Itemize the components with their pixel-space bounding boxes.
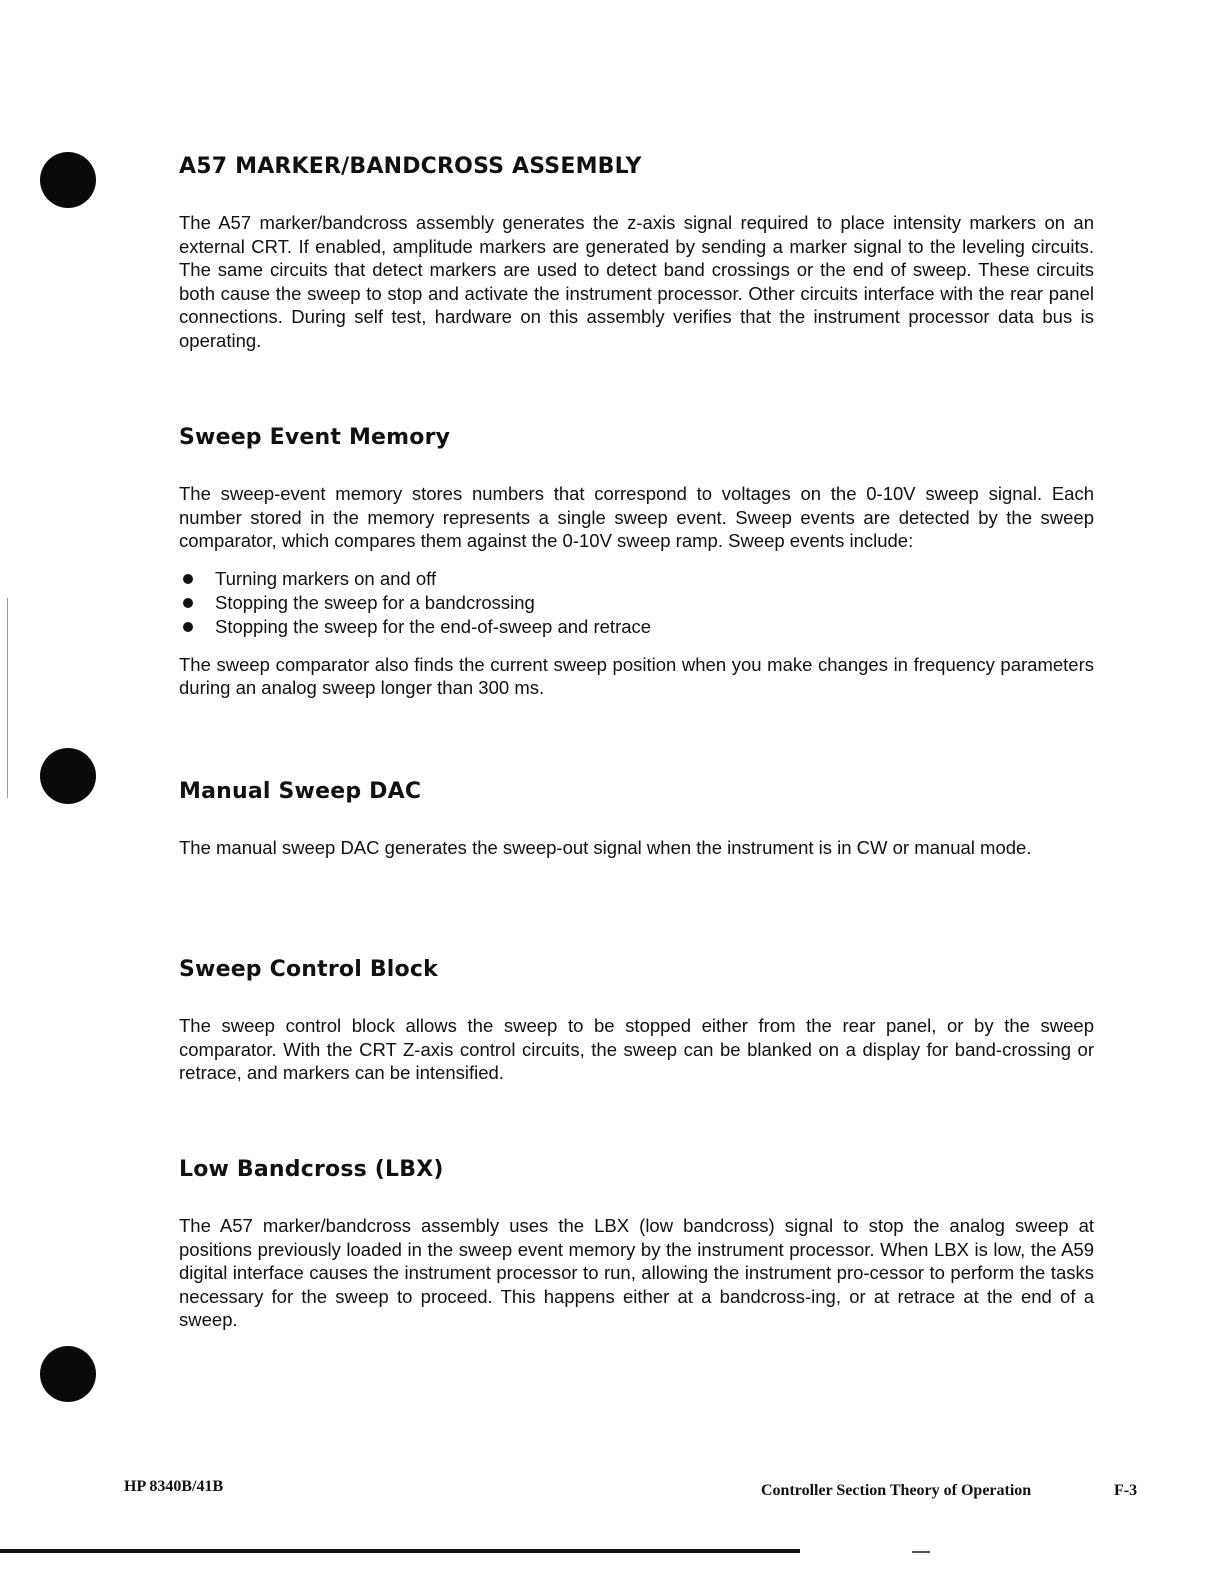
section-manual-sweep-dac <box>179 779 1094 860</box>
section-sweep-event-memory <box>179 425 1094 700</box>
list-item <box>179 567 1094 591</box>
punch-hole-top <box>40 152 96 208</box>
section-paragraph: The sweep comparator also finds the current sweep position when you make changes in frequency parameters during an analog sweep longer than 300 ms. <box>179 653 1094 698</box>
bullet-icon <box>183 622 193 632</box>
bullet-icon <box>183 574 193 584</box>
section-heading: Low Bandcross (LBX) <box>179 1157 444 1182</box>
section-a57-assembly <box>179 154 1094 352</box>
section-sweep-control-block <box>179 957 1094 1085</box>
list-item-text: Turning markers on and off <box>215 567 437 589</box>
section-heading: Manual Sweep DAC <box>179 779 422 804</box>
punch-hole-middle <box>40 748 96 804</box>
footer-page-number: F-3 <box>1114 1482 1138 1499</box>
section-heading: Sweep Event Memory <box>179 425 451 450</box>
section-low-bandcross <box>179 1157 1094 1332</box>
section-paragraph: The A57 marker/bandcross assembly uses the LBX (low bandcross) signal to stop the analog sweep at positions previously loaded in the sweep event memory by the instrument processor. When LBX is low, the A59 digital interface causes the instrument processor to run, allowing the instrument pro-cessor to perform the tasks necessary for the sweep to proceed. This happens either at a bandcross-ing, or at retrace at the end of a sweep. <box>179 1215 1094 1330</box>
bottom-tick-mark <box>912 1551 930 1553</box>
punch-hole-bottom <box>40 1346 96 1402</box>
section-paragraph: The sweep control block allows the sweep to be stopped either from the rear panel, or by the sweep comparator. With the CRT Z-axis control circuits, the sweep can be blanked on a display for band-crossing or retrace, and markers can be intensified. <box>179 1015 1094 1083</box>
scan-margin-line <box>7 598 8 798</box>
section-heading: Sweep Control Block <box>179 957 438 982</box>
section-paragraph: The manual sweep DAC generates the sweep-out signal when the instrument is in CW or manual mode. <box>179 837 1032 858</box>
footer-title: Controller Section Theory of Operation <box>761 1482 1032 1499</box>
section-paragraph: The A57 marker/bandcross assembly generates the z-axis signal required to place intensity markers on an external CRT. If enabled, amplitude markers are generated by sending a marker signal to the leveling circuits. The same circuits that detect markers are used to detect band crossings or the end of sweep. These circuits both cause the sweep to stop and activate the instrument processor. Other circuits interface with the rear panel connections. During self test, hardware on this assembly verifies that the instrument processor data bus is operating. <box>179 212 1094 351</box>
sweep-events-list <box>179 567 1094 639</box>
list-item-text: Stopping the sweep for the end-of-sweep and retrace <box>215 615 652 637</box>
section-paragraph: The sweep-event memory stores numbers that correspond to voltages on the 0-10V sweep signal. Each number stored in the memory represents a single sweep event. Sweep events are detected by the sweep comparator, which compares them against the 0-10V sweep ramp. Sweep events include: <box>179 483 1094 551</box>
bullet-icon <box>183 598 193 608</box>
footer-model: HP 8340B/41B <box>124 1478 224 1495</box>
list-item-text: Stopping the sweep for a bandcrossing <box>215 591 535 613</box>
list-item <box>179 615 1094 639</box>
list-item <box>179 591 1094 615</box>
bottom-rule <box>0 1549 800 1553</box>
section-heading: A57 MARKER/BANDCROSS ASSEMBLY <box>179 154 642 179</box>
